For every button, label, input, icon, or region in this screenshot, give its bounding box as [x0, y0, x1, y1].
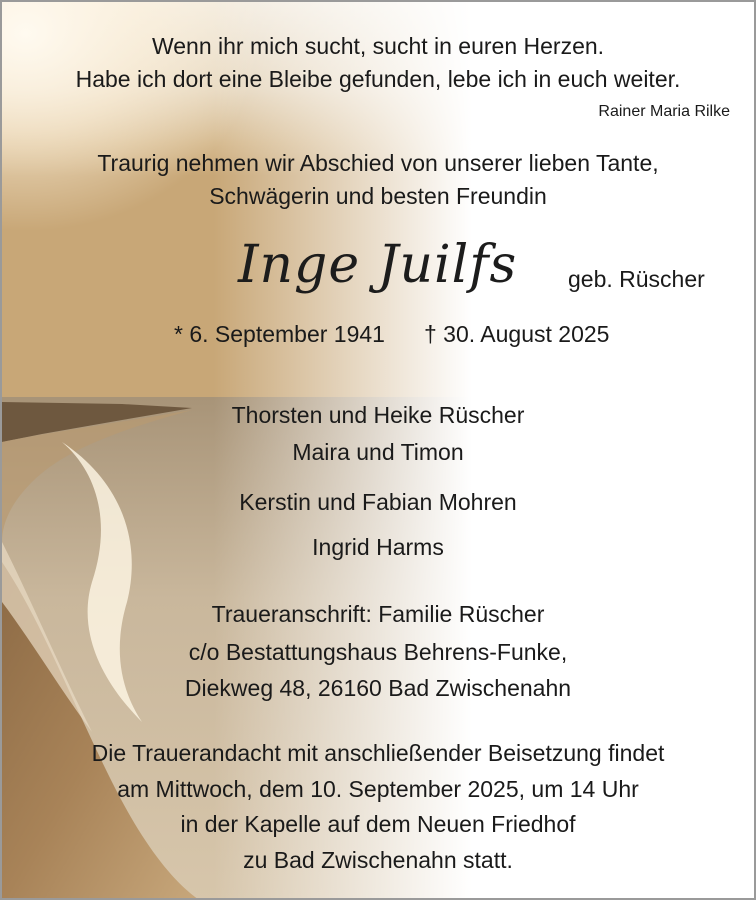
deceased-name: Inge Juilfs	[238, 235, 518, 295]
deceased-birth-name: geb. Rüscher	[568, 266, 705, 292]
service-line-2: am Mittwoch, dem 10. September 2025, um 14 Uhr	[117, 776, 639, 802]
intro-line-2: Schwägerin und besten Freundin	[209, 183, 547, 209]
quote-line-1: Wenn ihr mich sucht, sucht in euren Herzen.	[151, 33, 605, 59]
address-line-1: Traueranschrift: Familie Rüscher	[211, 601, 545, 627]
address-line-2: c/o Bestattungshaus Behrens-Funke,	[188, 639, 568, 665]
mourner-line-4: Ingrid Harms	[312, 534, 444, 560]
mourner-line-2: Maira und Timon	[292, 439, 464, 465]
service-line-3: in der Kapelle auf dem Neuen Friedhof	[180, 811, 576, 837]
quote-author: Rainer Maria Rilke	[598, 103, 730, 120]
death-date: † 30. August 2025	[424, 321, 610, 347]
intro-line-1: Traurig nehmen wir Abschied von unserer lieben Tante,	[97, 150, 659, 176]
mourner-line-1: Thorsten und Heike Rüscher	[231, 402, 525, 428]
birth-date: * 6. September 1941	[174, 321, 385, 347]
quote-line-2: Habe ich dort eine Bleibe gefunden, lebe ich in euch weiter.	[75, 66, 681, 92]
mourner-line-3: Kerstin und Fabian Mohren	[239, 489, 517, 515]
service-line-4: zu Bad Zwischenahn statt.	[243, 847, 513, 873]
service-line-1: Die Trauerandacht mit anschließender Beisetzung findet	[91, 740, 665, 766]
address-line-3: Diekweg 48, 26160 Bad Zwischenahn	[184, 675, 572, 701]
